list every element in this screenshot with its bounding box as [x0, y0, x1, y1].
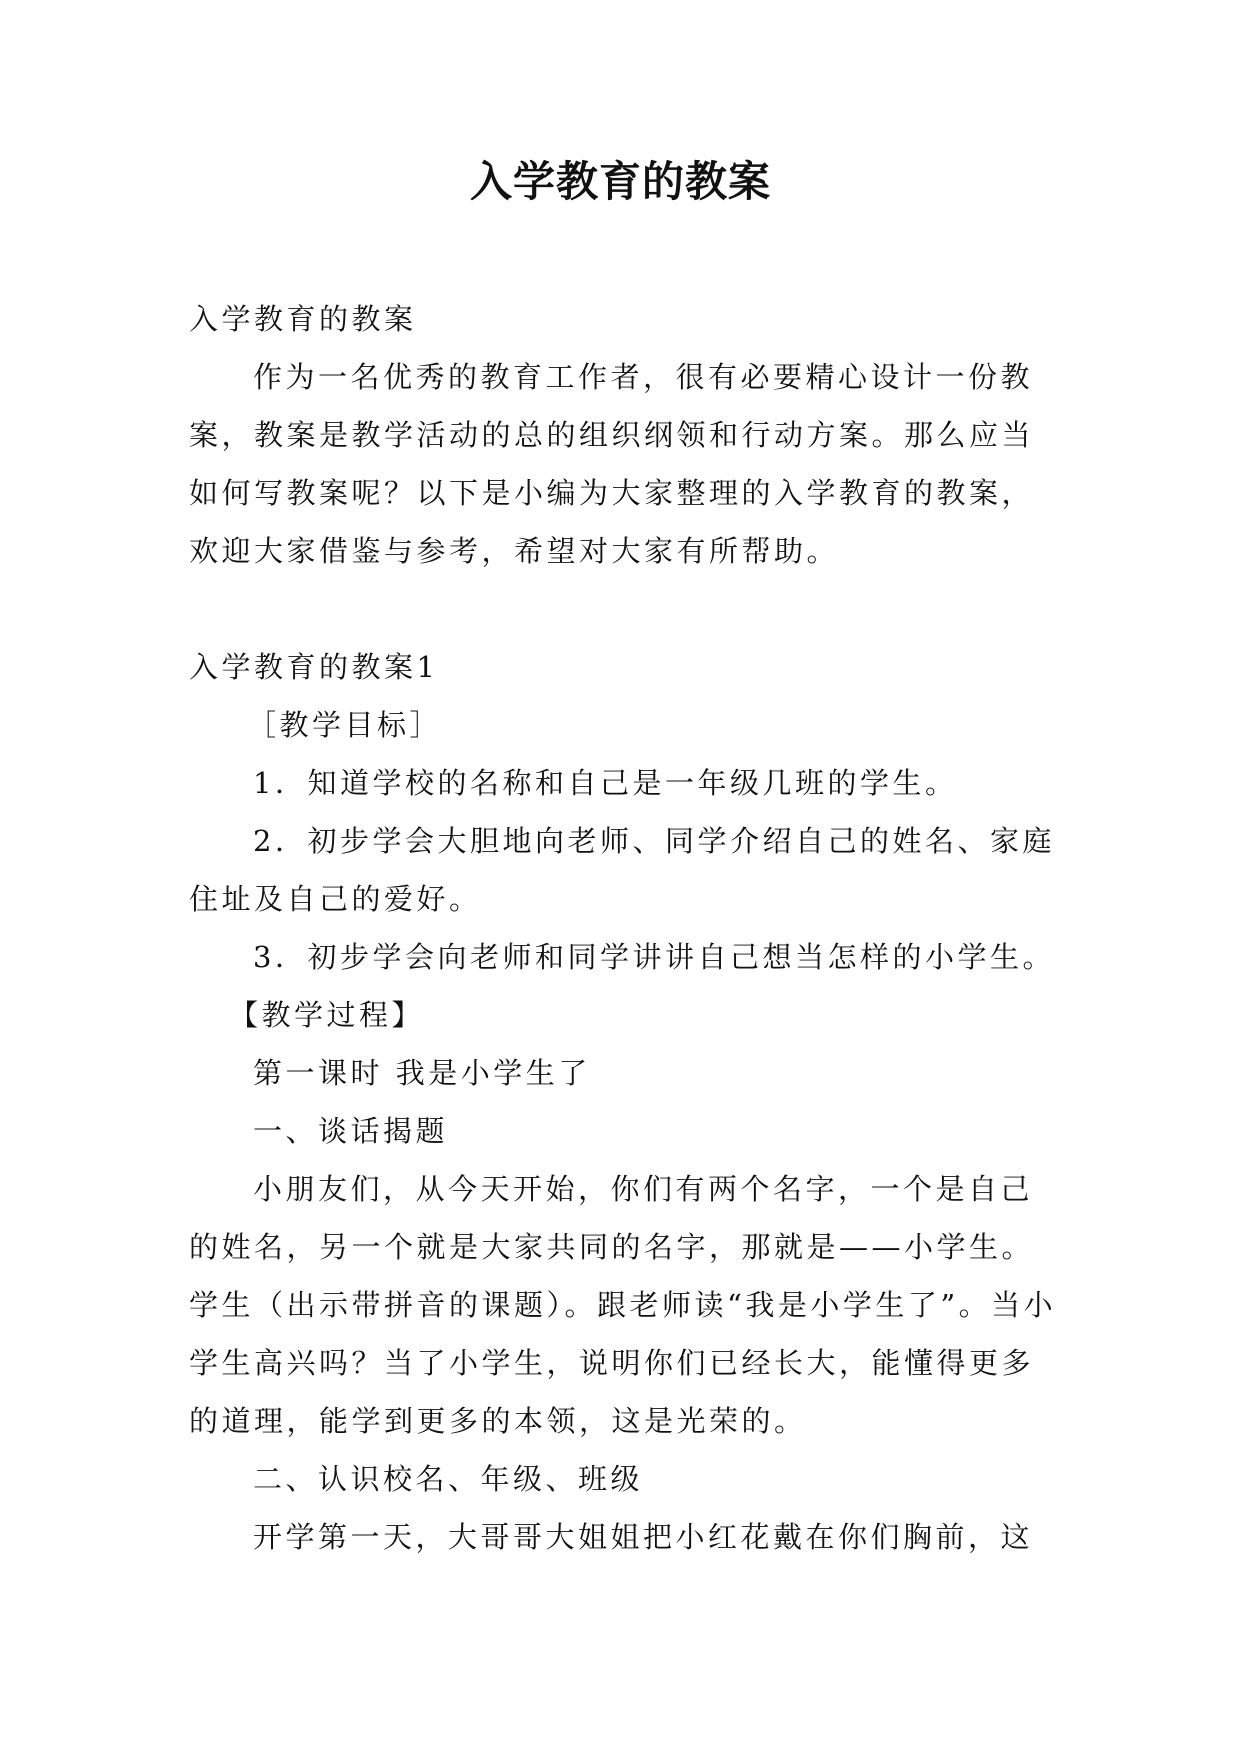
lesson-period-heading: 第一课时 我是小学生了 [253, 1056, 591, 1090]
paragraph-spacer [189, 580, 1059, 638]
teaching-goals-heading: ［教学目标］ [247, 708, 443, 742]
step-two-paragraph: 开学第一天，大哥哥大姐姐把小红花戴在你们胸前，这 [253, 1520, 1034, 1554]
document-body [189, 290, 1059, 1566]
step-one-paragraph: 小朋友们，从今天开始，你们有两个名字，一个是自己的姓名，另一个就是大家共同的名字，那就是——小学生。学生（出示带拼音的课题）。跟老师读“我是小学生了”。当小学生高兴吗？当了小学生，说明你们已经长大，能懂得更多的道理，能学到更多的本领，这是光荣的。 [189, 1172, 1057, 1438]
intro-paragraph: 作为一名优秀的教育工作者，很有必要精心设计一份教案，教案是教学活动的总的组织纲领和行动方案。那么应当如何写教案呢？以下是小编为大家整理的入学教育的教案，欢迎大家借鉴与参考，希望对大家有所帮助。 [189, 360, 1035, 568]
goal-item-2: 2．初步学会大胆地向老师、同学介绍自己的姓名、家庭住址及自己的爱好。 [189, 824, 1055, 916]
teaching-process-heading: 【教学过程】 [229, 998, 425, 1032]
goal-item-1: 1．知道学校的名称和自己是一年级几班的学生。 [253, 766, 958, 800]
section-heading-lesson-1: 入学教育的教案1 [189, 650, 439, 684]
step-one-heading: 一、谈话揭题 [253, 1114, 449, 1148]
goal-item-3: 3．初步学会向老师和同学讲讲自己想当怎样的小学生。 [253, 940, 1055, 974]
document-title: 入学教育的教案 [469, 157, 771, 206]
section-heading-intro: 入学教育的教案 [189, 302, 417, 336]
step-two-heading: 二、认识校名、年级、班级 [253, 1462, 644, 1496]
